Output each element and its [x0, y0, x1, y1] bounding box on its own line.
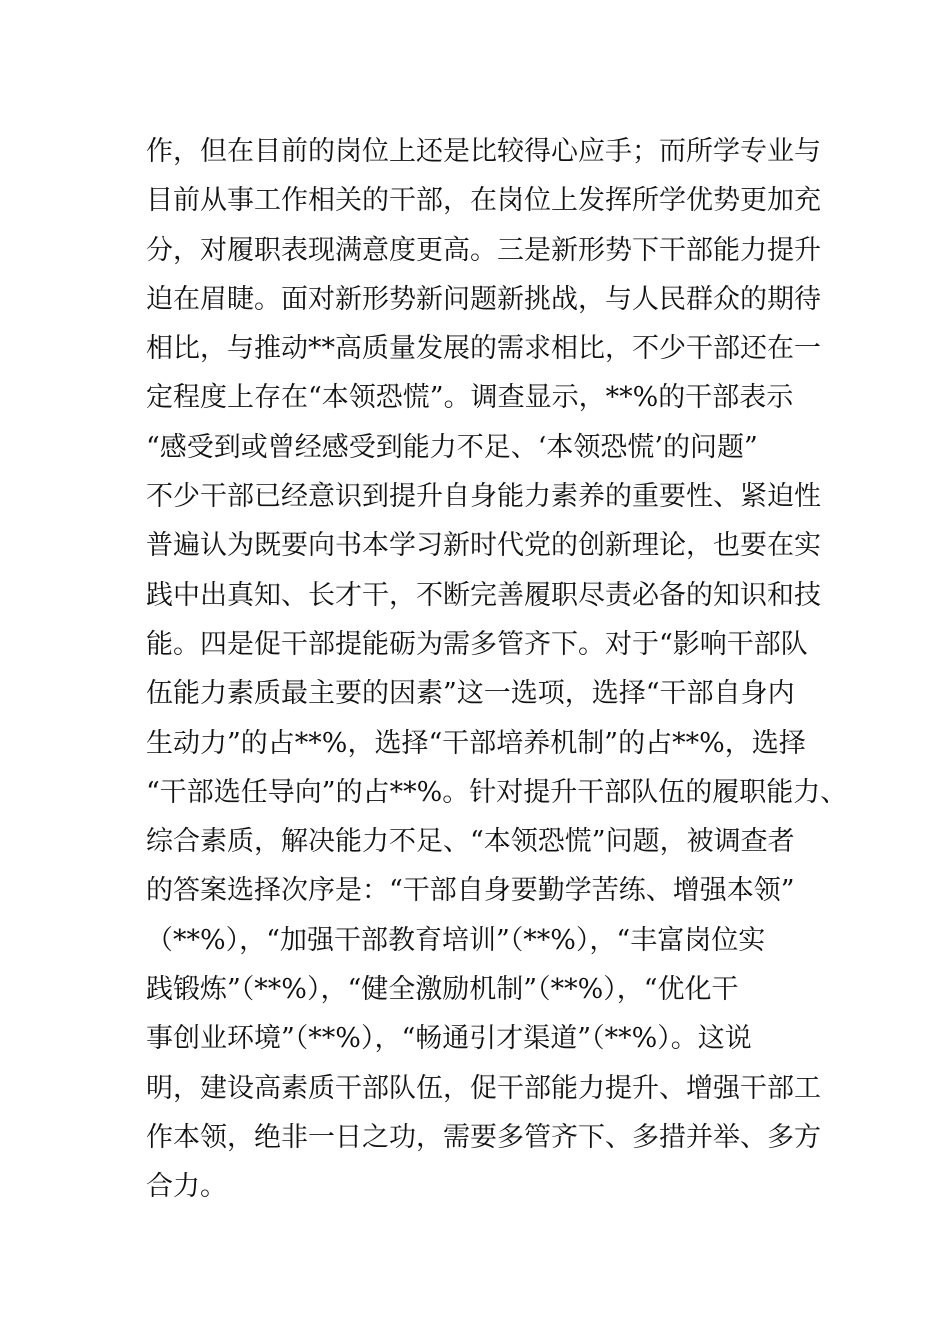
text-line: 伍能力素质最主要的因素”这一选项，选择“干部自身内	[146, 678, 795, 710]
text-line: “感受到或曾经感受到能力不足、‘本领恐慌’的问题”	[146, 431, 758, 463]
text-line: 能。四是促干部提能砺为需多管齐下。对于“影响干部队	[146, 628, 808, 660]
text-line: 普遍认为既要向书本学习新时代党的创新理论，也要在实	[146, 530, 821, 562]
text-line: 明，建设高素质干部队伍，促干部能力提升、增强干部工	[146, 1072, 821, 1104]
text-line: 事创业环境”（**%），“畅通引才渠道”（**%）。这说	[146, 1023, 752, 1055]
body-paragraph	[146, 127, 848, 1212]
text-line: “干部选任导向”的占**%。针对提升干部队伍的履职能力、	[146, 776, 848, 808]
text-line: 的答案选择次序是：“干部自身要勤学苦练、增强本领”	[146, 875, 795, 907]
text-line: （**%），“加强干部教育培训”（**%），“丰富岗位实	[146, 924, 766, 956]
text-line: 践锻炼”（**%），“健全激励机制”（**%），“优化干	[146, 974, 739, 1006]
text-line: 分，对履职表现满意度更高。三是新形势下干部能力提升	[146, 234, 821, 266]
text-line: 践中出真知、长才干，不断完善履职尽责必备的知识和技	[146, 579, 821, 611]
text-line: 不少干部已经意识到提升自身能力素养的重要性、紧迫性	[146, 481, 821, 513]
text-line: 定程度上存在“本领恐慌”。调查显示，**%的干部表示	[146, 382, 794, 414]
text-line: 迫在眉睫。面对新形势新问题新挑战，与人民群众的期待	[146, 283, 821, 315]
text-line: 目前从事工作相关的干部，在岗位上发挥所学优势更加充	[146, 185, 821, 217]
text-line: 合力。	[146, 1171, 227, 1203]
text-line: 综合素质，解决能力不足、“本领恐慌”问题，被调查者	[146, 826, 795, 858]
text-line: 作本领，绝非一日之功，需要多管齐下、多措并举、多方	[146, 1121, 821, 1153]
text-line: 生动力”的占**%，选择“干部培养机制”的占**%，选择	[146, 727, 806, 759]
text-line: 相比，与推动**高质量发展的需求相比，不少干部还在一	[146, 333, 821, 365]
text-line: 作，但在目前的岗位上还是比较得心应手；而所学专业与	[146, 136, 821, 167]
